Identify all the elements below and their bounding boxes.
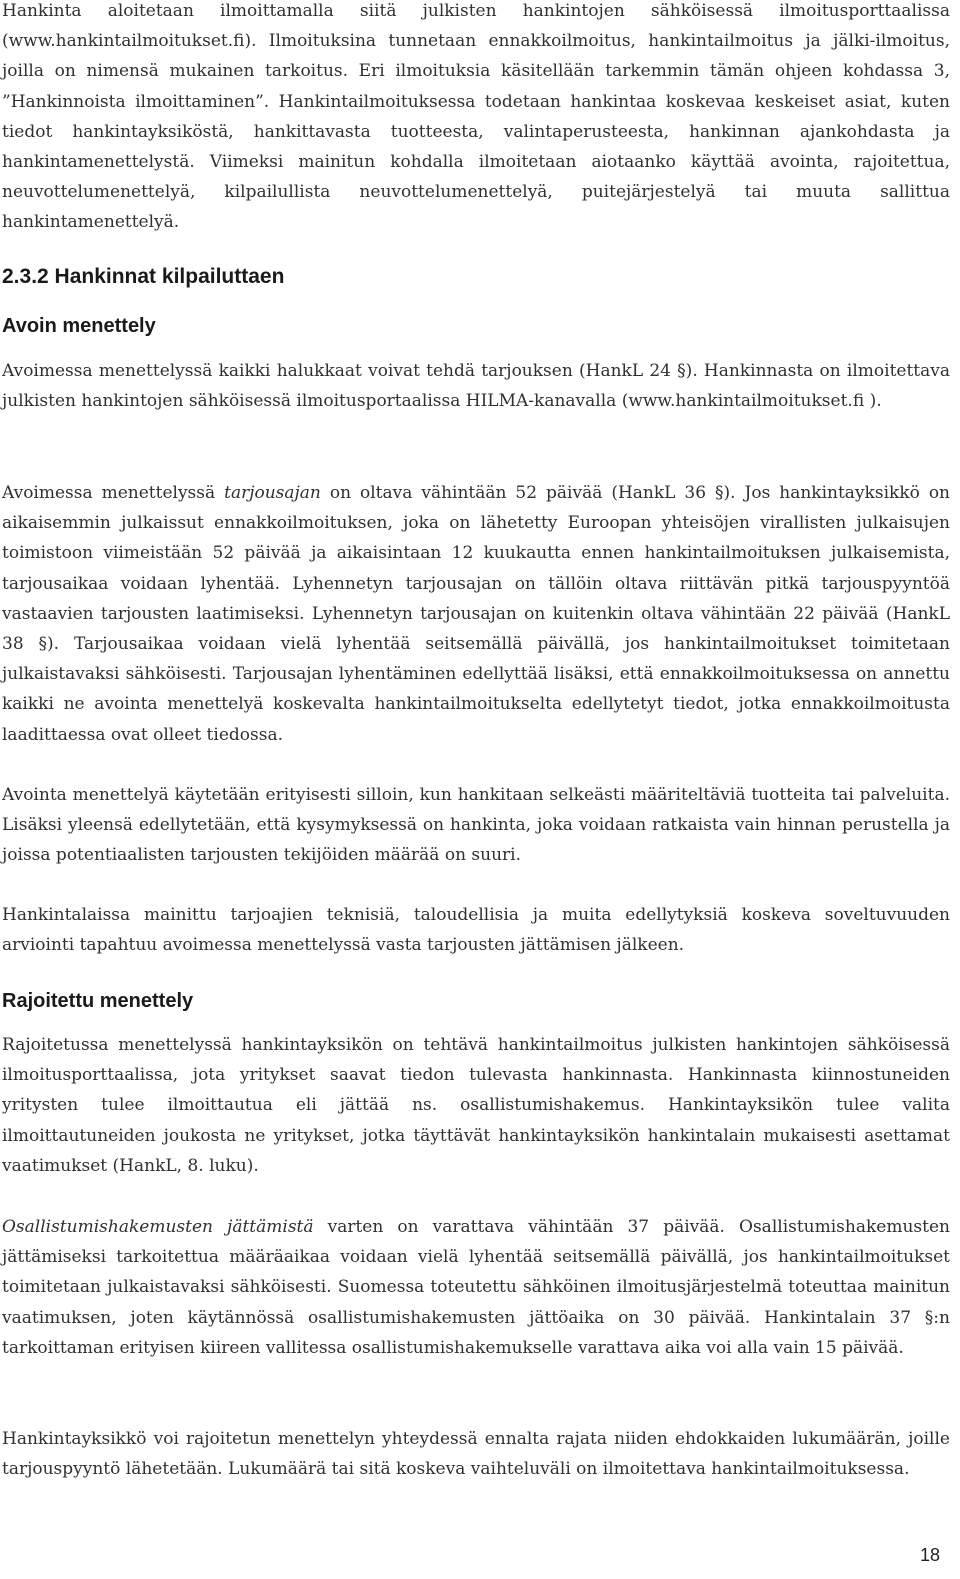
open-usage-paragraph: Avointa menettelyä käytetään erityisesti silloin, kun hankitaan selkeästi määriteltäviä tuotteita tai palveluita. Lisäksi yleensä edellytetään, että kysymyksessä on hankinta, joka voidaan ratkaista vain hinnan perustella ja joissa potentiaalisten tarjousten tekijöiden määrää on suuri. (2, 785, 950, 866)
application-period-text: varten on varattava vähintään 37 päivää. Osallistumishakemusten jättämiseksi tarkoitettua määräaikaa voidaan vielä lyhentää seitsemällä päivällä, jos hankintailmoitukset toimitetaan julkaistavaksi sähköisesti. Suomessa toteutettu sähköinen ilmoitusjärjestelmä toteuttaa mainitun vaatimuksen, joten käytännössä osallistumishakemusten jättöaika on 30 päivää. Hankintalain 37 §:n tarkoittaman erityisen kiireen vallitessa osallistumishakemukselle varattava aika voi alla vain 15 päivää. (2, 1217, 950, 1358)
application-period-paragraph (2, 1212, 950, 1363)
intro-text: Hankinta aloitetaan ilmoittamalla siitä julkisten hankintojen sähköisessä ilmoitusporttaalissa (www.hankintailmoitukset.fi). Ilmoituksina tunnetaan ennakkoilmoitus, hankintailmoitus ja jälki-ilmoitus, joilla on nimensä mukainen tarkoitus. Eri ilmoituksia käsitellään tarkemmin tämän ohjeen kohdassa 3, ”Hankinnoista ilmoittaminen”. Hankintailmoituksessa todetaan hankintaa koskevaa keskeiset asiat, kuten tiedot hankintayksiköstä, hankittavasta tuotteesta, valintaperusteesta, hankinnan ajankohdasta ja hankintamenettelystä. Viimeksi mainitun kohdalla ilmoitetaan aiotaanko käyttää avointa, rajoitettua, neuvottelumenettelyä, kilpailullista neuvottelumenettelyä, puitejärjestelyä tai muuta sallittua hankintamenettelyä. (2, 1, 950, 233)
section-heading: 2.3.2 Hankinnat kilpailuttaen (2, 265, 285, 288)
application-period-term: Osallistumishakemusten jättämistä (2, 1217, 314, 1237)
open-procedure-paragraph: Avoimessa menettelyssä kaikki halukkaat voivat tehdä tarjouksen (HankL 24 §). Hankinnasta on ilmoitettava julkisten hankintojen sähköisessä ilmoitusportaalissa HILMA-kanavalla (www.hankintailmoitukset.fi ). (2, 361, 950, 412)
tender-period-term: tarjousajan (224, 483, 321, 503)
tender-period-paragraph (2, 478, 950, 750)
suitability-paragraph: Hankintalaissa mainittu tarjoajien teknisiä, taloudellisia ja muita edellytyksiä koskeva soveltuvuuden arviointi tapahtuu avoimessa menettelyssä vasta tarjousten jättämisen jälkeen. (2, 905, 950, 956)
tender-period-text: on oltava vähintään 52 päivää (HankL 36 §). Jos hankintayksikkö on aikaisemmin julkaissut ennakkoilmoituksen, joka on lähetetty Euroopan yhteisöjen virallisten julkaisujen toimistoon viimeistään 52 päivää ja aikaisintaan 12 kuukautta ennen hankintailmoituksen julkaisemista, tarjousaikaa voidaan lyhentää. Lyhennetyn tarjousajan on tällöin oltava riittävän pitkä tarjouspyyntöä vastaavien tarjousten laatimiseksi. Lyhennetyn tarjousajan on kuitenkin oltava vähintään 22 päivää (HankL 38 §). Tarjousaikaa voidaan vielä lyhentää seitsemällä päivällä, jos hankintailmoitukset toimitetaan julkaistavaksi sähköisesti. Tarjousajan lyhentäminen edellyttää lisäksi, että ennakkoilmoituksessa on annettu kaikki ne avointa menettelyä koskevalta hankintailmoitukselta edellytetyt tiedot, jotka ennakkoilmoitusta laadittaessa ovat olleet tiedossa. (2, 483, 950, 745)
page-number: 18 (919, 1545, 940, 1565)
restricted-procedure-paragraph: Rajoitetussa menettelyssä hankintayksikön on tehtävä hankintailmoitus julkisten hankintojen sähköisessä ilmoitusporttaalissa, jota yritykset saavat tiedon tulevasta hankinnasta. Hankinnasta kiinnostuneiden yritysten tulee ilmoittautua eli jättää ns. osallistumishakemus. Hankintayksikön tulee valita ilmoittautuneiden joukosta ne yritykset, jotka täyttävät hankintayksikön hankintalain mukaisesti asettamat vaatimukset (HankL, 8. luku). (2, 1035, 950, 1176)
open-procedure-heading: Avoin menettely (2, 315, 156, 337)
candidate-limit-paragraph: Hankintayksikkö voi rajoitetun menettelyn yhteydessä ennalta rajata niiden ehdokkaiden lukumäärän, joille tarjouspyyntö lähetetään. Lukumäärä tai sitä koskeva vaihteluväli on ilmoitettava hankintailmoituksessa. (2, 1429, 950, 1480)
tender-period-lead: Avoimessa menettelyssä (2, 483, 225, 503)
intro-paragraph (2, 0, 950, 238)
restricted-procedure-heading: Rajoitettu menettely (2, 990, 194, 1012)
